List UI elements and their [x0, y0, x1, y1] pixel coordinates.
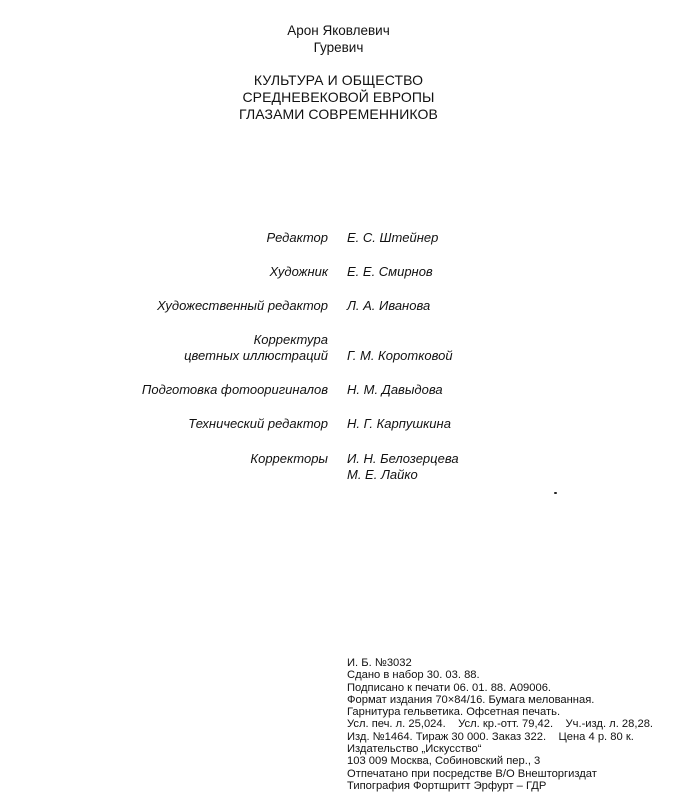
author-last-name: Гуревич: [313, 40, 364, 55]
credit-name-artist: Е. Е. Смирнов: [347, 264, 433, 279]
credit-name-proofreader-2: М. Е. Лайко: [347, 467, 418, 482]
credit-name-tech-editor: Н. Г. Карпушкина: [347, 416, 451, 431]
credit-role-tech-editor: Технический редактор: [188, 416, 328, 431]
imprint-line: Формат издания 70×84/16. Бумага мелованная.: [347, 693, 595, 706]
credit-name-art-editor: Л. А. Иванова: [347, 298, 431, 313]
imprint-line: Сдано в набор 30. 03. 88.: [347, 669, 480, 682]
imprint-line: Изд. №1464. Тираж 30 000. Заказ 322. Цена 4 р. 80 к.: [347, 730, 634, 743]
imprint-line: 103 009 Москва, Собиновский пер., 3: [347, 755, 541, 768]
credit-role-proofreaders: Корректоры: [250, 451, 328, 466]
imprint-line: Издательство „Искусство“: [347, 743, 482, 756]
credit-role-color-proofreading-line1: Корректура: [253, 332, 328, 347]
imprint-block: [347, 657, 653, 792]
credit-role-art-editor: Художественный редактор: [157, 298, 328, 313]
credit-role-artist: Художник: [269, 264, 328, 279]
imprint-line: И. Б. №3032: [347, 657, 412, 669]
credit-name-photo-prep: Н. М. Давыдова: [347, 382, 443, 397]
title-line: СРЕДНЕВЕКОВОЙ ЕВРОПЫ: [242, 89, 435, 105]
title-line: КУЛЬТУРА И ОБЩЕСТВО: [253, 72, 424, 88]
credit-name-proofreader-1: И. Н. Белозерцева: [347, 451, 459, 466]
stray-mark: [554, 492, 557, 494]
credit-name-color-proofreading: Г. М. Коротковой: [347, 348, 453, 363]
title-line: ГЛАЗАМИ СОВРЕМЕННИКОВ: [239, 106, 438, 122]
imprint-line: Подписано к печати 06. 01. 88. А09006.: [347, 681, 552, 694]
credit-name-editor: Е. С. Штейнер: [347, 230, 439, 245]
author-first-name: Арон Яковлевич: [287, 23, 390, 38]
imprint-line: Отпечатано при посредстве В/О Внешторгиздат: [347, 767, 597, 780]
credit-role-color-proofreading-line2: цветных иллюстраций: [184, 348, 328, 363]
imprint-line: Типография Фортшритт Эрфурт – ГДР: [347, 779, 547, 792]
imprint-line: Усл. печ. л. 25,024. Усл. кр.-отт. 79,42. Уч.-изд. л. 28,28.: [347, 718, 654, 731]
imprint-line: Гарнитура гельветика. Офсетная печать.: [347, 706, 561, 719]
credit-role-editor: Редактор: [266, 230, 328, 245]
credit-role-photo-prep: Подготовка фотооригиналов: [141, 382, 328, 397]
